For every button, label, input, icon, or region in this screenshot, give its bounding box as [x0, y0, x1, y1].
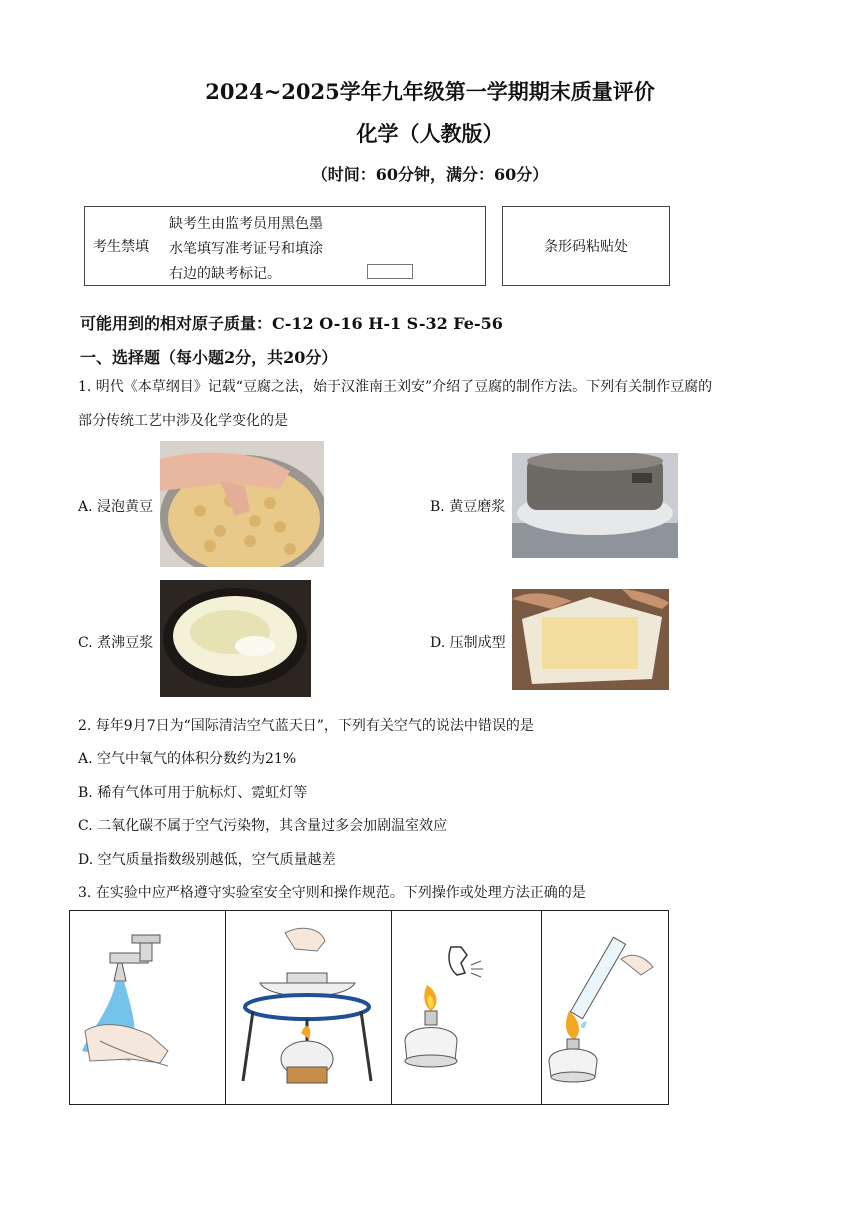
q3-cell-b	[225, 911, 392, 1104]
absence-mark-box[interactable]	[367, 264, 413, 279]
grinding-soybeans-photo	[512, 453, 678, 558]
q1-option-b-label: B. 黄豆磨浆	[430, 499, 506, 515]
candidate-notice-box	[84, 206, 486, 286]
question-3-text: 3. 在实验中应严格遵守实验室安全守则和操作规范。下列操作或处理方法正确的是	[78, 885, 586, 901]
q3-cell-a	[70, 911, 226, 1104]
heating-test-tube-illustration	[541, 911, 668, 1104]
q3-cell-c	[391, 911, 542, 1104]
question-1-line-1: 1. 明代《本草纲目》记载“豆腐之法，始于汉淮南王刘安”介绍了豆腐的制作方法。下列有关制作豆腐的	[78, 379, 713, 395]
boiling-soymilk-photo	[160, 580, 311, 697]
q2-option-a: A. 空气中氧气的体积分数约为21%	[78, 751, 297, 767]
question-2-text: 2. 每年9月7日为“国际清洁空气蓝天日”，下列有关空气的说法中错误的是	[78, 718, 534, 734]
notice-line-1: 缺考生由监考员用黑色墨	[169, 216, 323, 232]
notice-line-2: 水笔填写准考证号和填涂	[169, 241, 323, 257]
q2-option-b: B. 稀有气体可用于航标灯、霓虹灯等	[78, 785, 308, 801]
q2-option-d: D. 空气质量指数级别越低，空气质量越差	[78, 852, 336, 868]
q1-option-a-label: A. 浸泡黄豆	[78, 499, 154, 515]
notice-label: 考生禁填	[93, 239, 149, 255]
q3-options-table	[69, 910, 669, 1105]
notice-line-3: 右边的缺考标记。	[169, 266, 281, 282]
soaking-soybeans-photo	[160, 441, 324, 567]
section-heading: 一、选择题（每小题2分，共20分）	[80, 348, 338, 367]
exam-subject: 化学（人教版）	[356, 121, 504, 146]
question-1-line-2: 部分传统工艺中涉及化学变化的是	[78, 413, 288, 429]
q1-option-c-label: C. 煮沸豆浆	[78, 635, 154, 651]
q1-option-d-label: D. 压制成型	[430, 635, 506, 651]
blowing-lamp-illustration	[391, 911, 541, 1104]
atomic-masses: 可能用到的相对原子质量：C-12 O-16 H-1 S-32 Fe-56	[80, 314, 503, 333]
barcode-box	[502, 206, 670, 286]
evaporating-dish-illustration	[225, 911, 391, 1104]
q3-cell-d	[541, 911, 668, 1104]
exam-time-info: （时间：60分钟，满分：60分）	[311, 165, 549, 184]
pressing-tofu-photo	[512, 589, 669, 690]
exam-title: 2024~2025学年九年级第一学期期末质量评价	[205, 79, 655, 104]
q2-option-c: C. 二氧化碳不属于空气污染物，其含量过多会加剧温室效应	[78, 818, 448, 834]
barcode-label: 条形码粘贴处	[544, 239, 628, 255]
handwashing-illustration	[70, 911, 225, 1104]
